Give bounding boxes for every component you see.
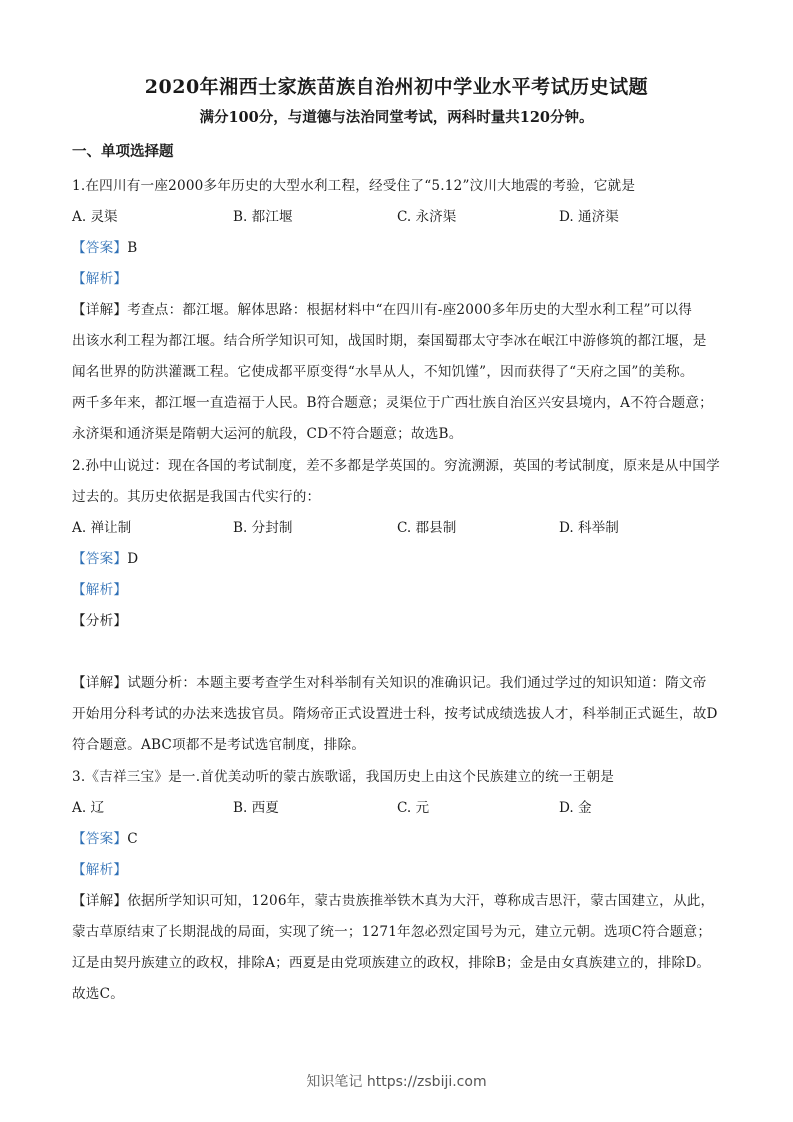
fenxi-label: 【分析】 [72, 613, 128, 629]
answer-label: 【答案】 [72, 831, 128, 847]
q2-detail-line-3: 符合题意。ABC项都不是考试选官制度，排除。 [72, 737, 366, 753]
q2-detail-line-2: 开始用分科考试的办法来选拔官员。隋炀帝正式设置进士科，按考试成绩选拔人才，科举制正式诞生，故D [72, 706, 718, 722]
detail-label: 【详解】 [72, 893, 128, 909]
q1-detail-text-1: 考查点：都江堰。解体思路：根据材料中“在四川有-座2000多年历史的大型水利工程”可以得 [127, 302, 693, 318]
q3-answer [72, 827, 138, 847]
q3-option-d: D. 金 [559, 800, 592, 816]
q1-detail-line-3: 闻名世界的防洪灌溉工程。它使成都平原变得“水旱从人，不知饥馑”，因而获得了“天府之国”的美称。 [72, 364, 694, 380]
q1-answer [72, 236, 137, 256]
q1-detail-line-5: 永济渠和通济渠是隋朝大运河的航段，CD不符合题意；故选B。 [72, 426, 463, 442]
site-watermark-footer: 知识笔记 https://zsbiji.com [306, 1074, 487, 1090]
analysis-label: 【解析】 [72, 582, 128, 598]
q3-detail-line-4: 故选C。 [72, 986, 124, 1002]
q3-analysis [72, 858, 127, 878]
q3-detail-line-2: 蒙古草原结束了长期混战的局面，实现了统一；1271年忽必烈定国号为元，建立元朝。选项C符合题意； [72, 924, 712, 940]
section-heading: 一、单项选择题 [72, 143, 174, 160]
q1-option-b: B. 都江堰 [233, 209, 293, 225]
q1-option-d: D. 通济渠 [559, 209, 619, 225]
detail-label: 【详解】 [72, 302, 128, 318]
answer-label: 【答案】 [72, 551, 128, 567]
q1-option-c: C. 永济渠 [397, 209, 457, 225]
q2-option-c: C. 郡县制 [397, 520, 457, 536]
q1-answer-value: B [127, 240, 138, 256]
q3-option-b: B. 西夏 [233, 800, 279, 816]
q3-detail-text-1: 依据所学知识可知，1206年，蒙古贵族推举铁木真为大汗，尊称成吉思汗，蒙古国建立，从此， [127, 893, 715, 909]
analysis-label: 【解析】 [72, 862, 128, 878]
q3-option-a: A. 辽 [72, 800, 105, 816]
q2-detail-text-1: 试题分析：本题主要考查学生对科举制有关知识的准确识记。我们通过学过的知识知道：隋文帝 [127, 675, 707, 691]
q1-detail-line-1 [72, 298, 692, 318]
q3-detail-line-1 [72, 889, 714, 909]
q2-option-a: A. 禅让制 [72, 520, 132, 536]
q2-fenxi [72, 609, 127, 629]
q2-stem-line-2: 过去的。其历史依据是我国古代实行的： [72, 489, 321, 505]
q2-option-d: D. 科举制 [559, 520, 619, 536]
q3-detail-line-3: 辽是由契丹族建立的政权，排除A；西夏是由党项族建立的政权，排除B；金是由女真族建立的，排除D。 [72, 955, 711, 971]
q2-stem-line-1: 2.孙中山说过：现在各国的考试制度，差不多都是学英国的。穷流溯源，英国的考试制度，原来是从中国学 [72, 458, 720, 474]
page-title: 2020年湘西士家族苗族自治州初中学业水平考试历史试题 [144, 76, 649, 98]
q3-option-c: C. 元 [397, 800, 430, 816]
q2-option-b: B. 分封制 [233, 520, 293, 536]
q1-detail-line-2: 出该水利工程为都江堰。结合所学知识可知，战国时期，秦国蜀郡太守李冰在岷江中游修筑的都江堰，是 [72, 333, 707, 349]
answer-label: 【答案】 [72, 240, 128, 256]
q1-option-a: A. 灵渠 [72, 209, 118, 225]
q1-stem: 1.在四川有一座2000多年历史的大型水利工程，经受住了“5.12”汶川大地震的考验，它就是 [72, 178, 636, 194]
detail-label: 【详解】 [72, 675, 128, 691]
q2-answer-value: D [127, 551, 139, 567]
q1-detail-line-4: 两千多年来，都江堰一直造福于人民。B符合题意；灵渠位于广西壮族自治区兴安县境内，A不符合题意； [72, 395, 713, 411]
q2-answer [72, 547, 138, 567]
q2-analysis [72, 578, 127, 598]
analysis-label: 【解析】 [72, 271, 128, 287]
q3-stem: 3.《吉祥三宝》是一.首优美动听的蒙古族歌谣，我国历史上由这个民族建立的统一王朝是 [72, 769, 615, 785]
q2-detail-line-1 [72, 671, 707, 691]
exam-subtitle: 满分100分，与道德与法治同堂考试，两科时量共120分钟。 [199, 109, 594, 126]
q1-analysis [72, 267, 127, 287]
q3-answer-value: C [127, 831, 138, 847]
